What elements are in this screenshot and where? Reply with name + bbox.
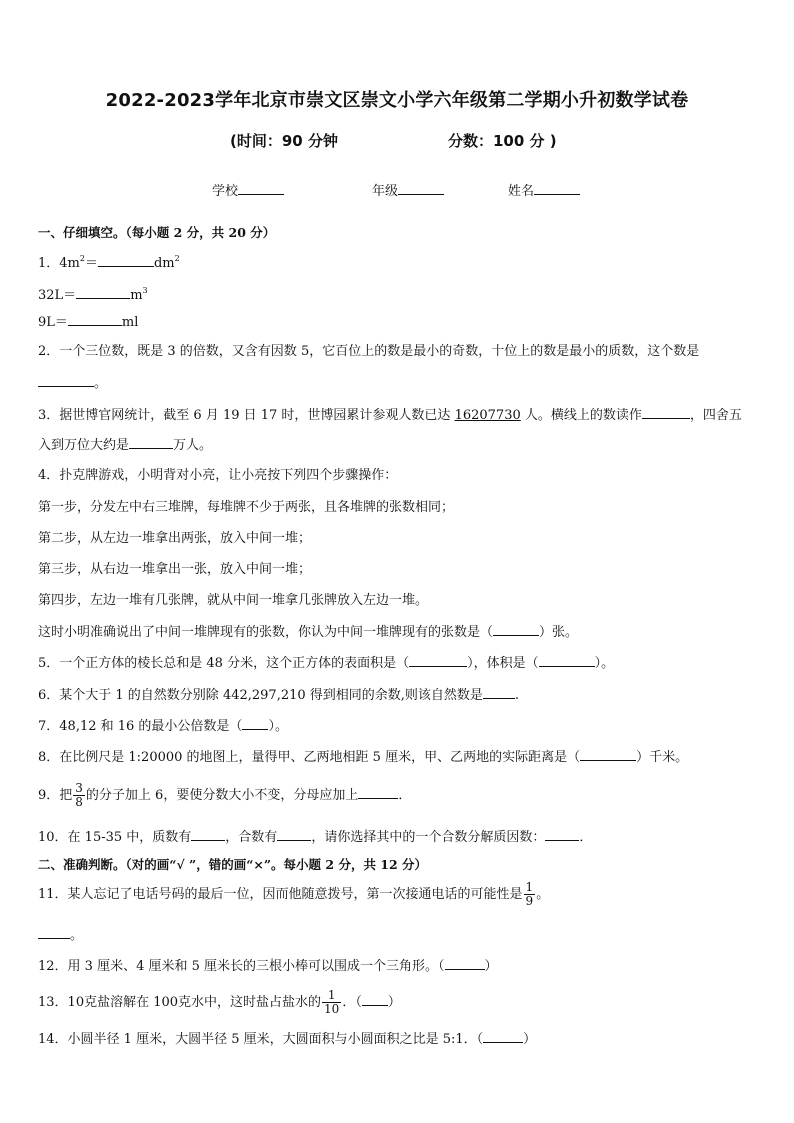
question-4-step2: 第二步，从左边一堆拿出两张，放入中间一堆； (38, 531, 312, 546)
q11-text: 11．某人忘记了电话号码的最后一位，因而他随意拨号，第一次接通电话的可能性是 (38, 887, 523, 902)
q7-text: 7．48,12 和 16 的最小公倍数是（ (38, 719, 243, 734)
q14-end: ） (523, 1032, 537, 1047)
q13-end: ） (387, 995, 401, 1010)
question-4-step4: 第四步，左边一堆有几张牌，就从中间一堆拿几张牌放入左边一堆。 (38, 593, 429, 608)
answer-blank[interactable] (98, 254, 154, 267)
q14-text: 14．小圆半径 1 厘米，大圆半径 5 厘米，大圆面积与小圆面积之比是 5:1．（ (38, 1032, 484, 1047)
name-label: 姓名 (508, 184, 535, 199)
answer-blank[interactable] (38, 926, 70, 939)
answer-blank[interactable] (642, 406, 690, 419)
grade-label: 年级 (372, 184, 399, 199)
question-12 (38, 957, 498, 976)
q10-mid2: ，请你选择其中的一个合数分解质因数： (311, 830, 546, 845)
name-blank[interactable] (534, 182, 580, 195)
answer-blank[interactable] (362, 993, 388, 1006)
question-6 (38, 686, 519, 705)
q9-end: ． (398, 788, 412, 803)
question-1a (38, 250, 180, 273)
fraction (322, 989, 341, 1016)
question-8 (38, 748, 688, 767)
q8-text: 8．在比例尺是 1:20000 的地图上，量得甲、乙两地相距 5 厘米，甲、乙两地的实际距离是（ (38, 750, 581, 765)
q1a-unit: dm (153, 256, 175, 271)
fraction-numerator: 3 (75, 781, 83, 795)
answer-blank[interactable] (76, 286, 130, 299)
q13-text: 13．10克盐溶解在 100克水中，这时盐占盐水的 (38, 995, 322, 1010)
fraction (73, 782, 85, 809)
q12-text: 12．用 3 厘米、4 厘米和 5 厘米长的三根小棒可以围成一个三角形。（ (38, 959, 445, 974)
q10-mid1: ，合数有 (225, 830, 278, 845)
answer-blank[interactable] (539, 654, 595, 667)
q9-text: 9．把 (38, 788, 73, 803)
question-4-step3: 第三步，从右边一堆拿出一张，放入中间一堆； (38, 562, 312, 577)
question-13 (38, 989, 401, 1016)
answer-blank[interactable] (580, 748, 636, 761)
q12-end: ） (484, 959, 498, 974)
q2-end: 。 (94, 376, 108, 391)
section-2-heading: 二、准确判断。（对的画“√ ”，错的画“×”。每小题 2 分，共 12 分） (38, 857, 428, 872)
q3-end: ，四舍五 (689, 408, 742, 423)
q4-ask-text: 这时小明准确说出了中间一堆牌现有的张数，你认为中间一堆牌现有的张数是（ (38, 625, 494, 640)
school-label: 学校 (212, 184, 239, 199)
question-2-line2 (38, 374, 107, 393)
exam-score: 分数：100 分 ) (448, 132, 557, 150)
q9-mid: 的分子加上 6，要使分数大小不变，分母应加上 (85, 788, 359, 803)
q5-end: ）。 (594, 656, 615, 671)
answer-blank[interactable] (545, 828, 579, 841)
answer-blank[interactable] (483, 686, 515, 699)
answer-blank[interactable] (68, 313, 122, 326)
question-5 (38, 654, 614, 673)
grade-blank[interactable] (398, 182, 444, 195)
answer-blank[interactable] (445, 957, 485, 970)
question-3-line2 (38, 436, 212, 455)
answer-blank[interactable] (358, 786, 398, 799)
question-14 (38, 1030, 536, 1049)
question-4: 4．扑克牌游戏，小明背对小亮，让小亮按下列四个步骤操作： (38, 468, 398, 483)
q1a-unit-sup: 2 (174, 254, 180, 263)
q1a-eq: ＝ (84, 256, 98, 271)
q5-mid: ），体积是（ (467, 656, 539, 671)
question-9 (38, 782, 411, 809)
q1c-unit: ml (121, 315, 139, 330)
q1a-text: 1．4m (38, 256, 80, 271)
fraction-numerator: 1 (525, 880, 534, 894)
section-1-heading: 一、仔细填空。（每小题 2 分，共 20 分） (38, 225, 276, 240)
answer-blank[interactable] (483, 1030, 523, 1043)
name-field (508, 180, 580, 199)
q6-end: . (514, 688, 520, 703)
question-1b (38, 282, 148, 305)
fraction-denominator: 8 (75, 795, 83, 809)
answer-blank[interactable] (409, 654, 467, 667)
question-10 (38, 828, 592, 847)
question-11 (38, 881, 549, 908)
q7-end: ）。 (268, 719, 288, 734)
question-4-step1: 第一步，分发左中右三堆牌，每堆牌不少于两张，且各堆牌的张数相同； (38, 500, 455, 515)
q4-ask-end: ）张。 (539, 625, 579, 640)
fraction-numerator: 1 (322, 989, 341, 1003)
question-11-line2 (38, 926, 83, 945)
exam-title: 2022-2023学年北京市崇文区崇文小学六年级第二学期小升初数学试卷 (105, 90, 689, 111)
q1b-unit-sup: 3 (142, 286, 148, 295)
q3-line2-end: 万人。 (173, 438, 213, 453)
answer-blank[interactable] (277, 828, 311, 841)
question-4-ask (38, 623, 578, 642)
q1a-sup: 2 (79, 254, 85, 263)
q3-text: 3．据世博官网统计，截至 6 月 19 日 17 时，世博园累计参观人数已达 (38, 408, 455, 423)
answer-blank[interactable] (129, 436, 173, 449)
grade-field (372, 180, 444, 199)
fraction (524, 881, 536, 908)
q3-mid: 人。横线上的数读作 (520, 408, 642, 423)
q10-end: ． (579, 830, 593, 845)
q10-text: 10．在 15-35 中，质数有 (38, 830, 192, 845)
fraction-denominator: 10 (324, 1002, 340, 1016)
q11-end: 。 (536, 887, 550, 902)
answer-blank[interactable] (191, 828, 225, 841)
q1b-unit: m (130, 288, 143, 303)
q5-text: 5．一个正方体的棱长总和是 48 分米，这个正方体的表面积是（ (38, 656, 410, 671)
question-3 (38, 406, 742, 425)
q1b-text: 32L＝ (38, 288, 77, 303)
q6-text: 6．某个大于 1 的自然数分别除 442,297,210 得到相同的余数,则该自然数是 (38, 688, 483, 703)
q11-line2-end: 。 (70, 928, 84, 943)
question-1c (38, 313, 138, 332)
q3-line2-text: 入到万位大约是 (38, 438, 130, 453)
answer-blank[interactable] (493, 623, 539, 636)
school-blank[interactable] (238, 182, 284, 195)
question-2: 2．一个三位数，既是 3 的倍数，又含有因数 5，它百位上的数是最小的奇数，十位上的数是最小的质数，这个数是 (38, 344, 700, 359)
school-field (212, 180, 284, 199)
q1c-text: 9L＝ (38, 315, 68, 330)
fraction-denominator: 9 (525, 894, 534, 908)
question-7 (38, 717, 288, 736)
answer-blank[interactable] (242, 717, 268, 730)
exam-time: (时间：90 分钟 (230, 132, 338, 150)
q8-end: ）千米。 (636, 750, 689, 765)
answer-blank[interactable] (38, 374, 94, 387)
q13-mid: ．（ (342, 995, 362, 1010)
q3-number: 16207730 (454, 408, 521, 423)
